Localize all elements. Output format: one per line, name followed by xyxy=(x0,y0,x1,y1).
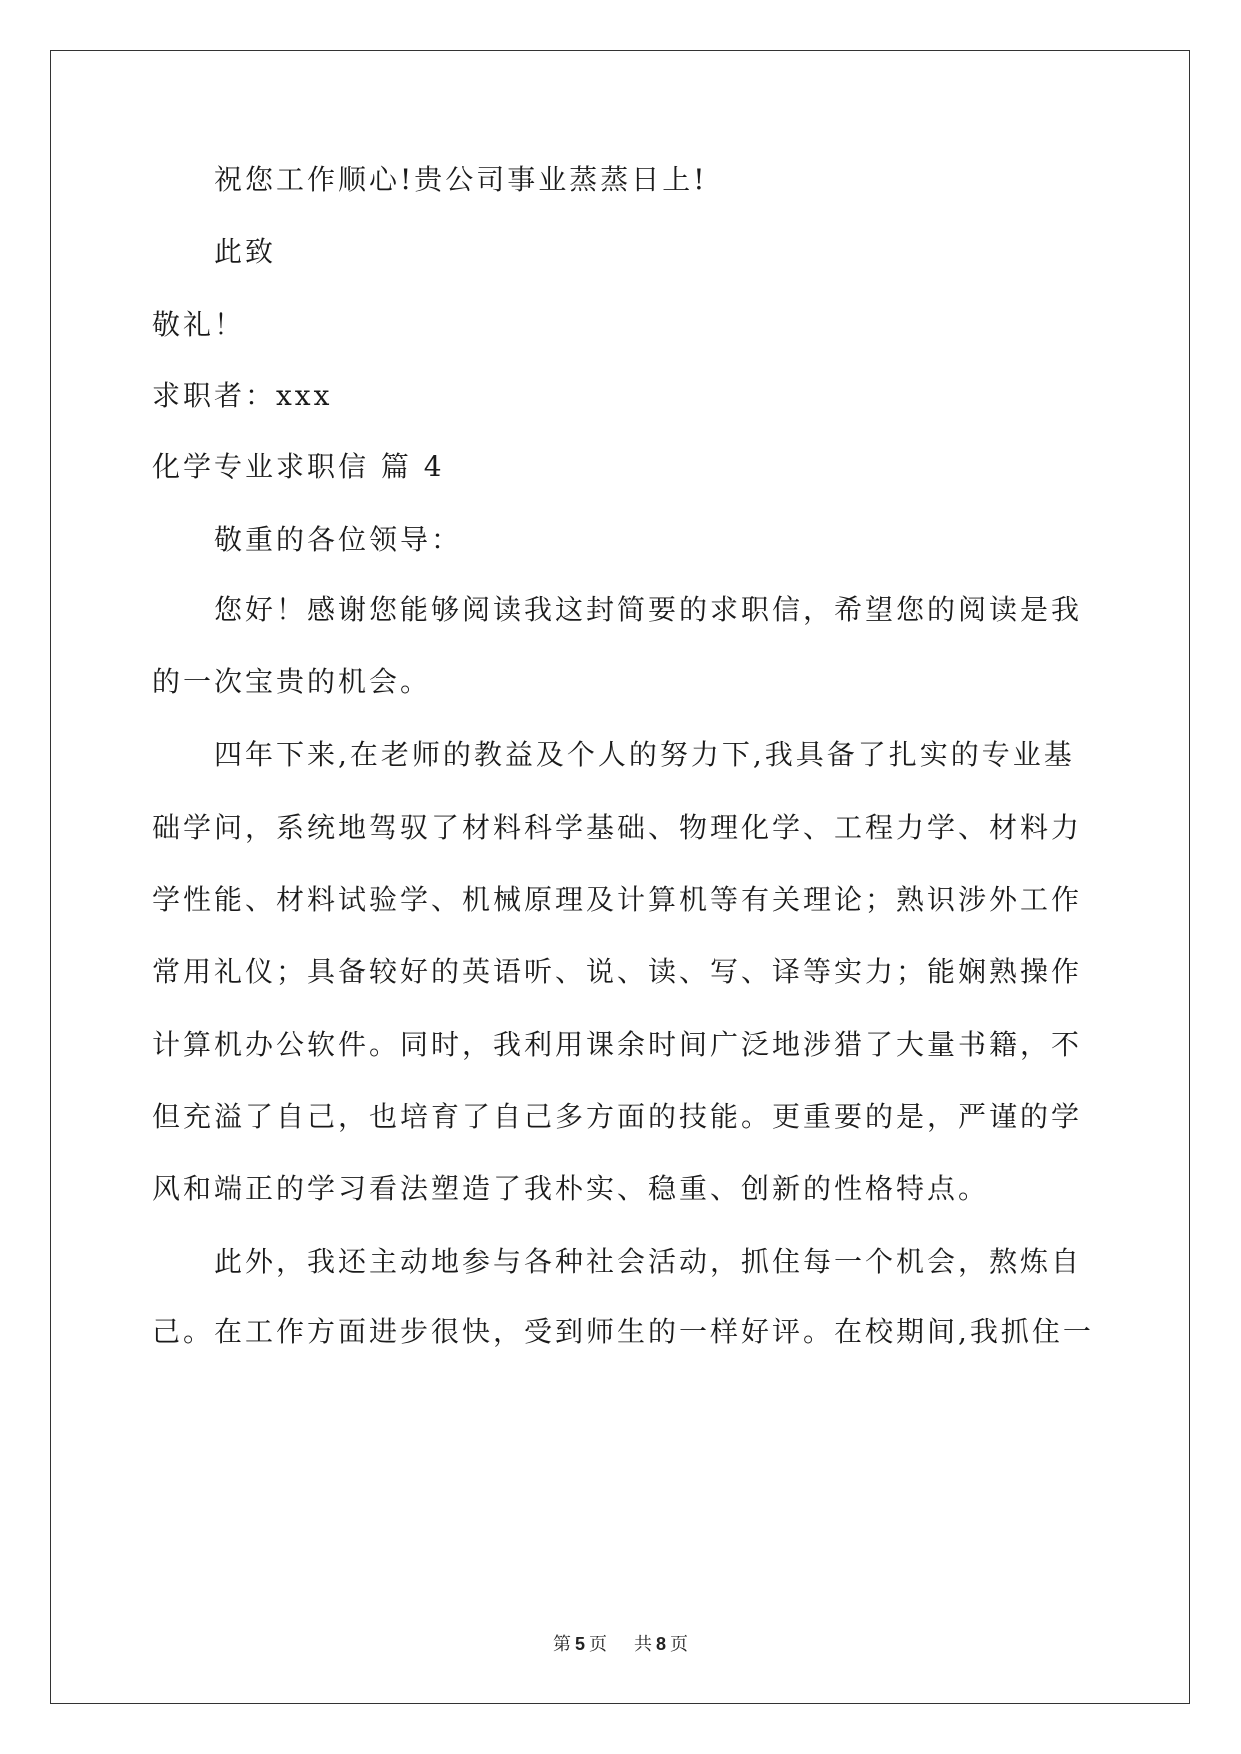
total-suffix: 页 xyxy=(669,1634,688,1655)
text-line: 化学专业求职信 篇 4 xyxy=(152,450,445,483)
page-border xyxy=(50,50,1190,1704)
text-line: 学性能、材料试验学、机械原理及计算机等有关理论；熟识涉外工作 xyxy=(152,883,1083,916)
text-line: 风和端正的学习看法塑造了我朴实、稳重、创新的性格特点。 xyxy=(152,1172,990,1205)
text-line: 敬礼！ xyxy=(152,308,246,341)
text-line: 计算机办公软件。同时，我利用课余时间广泛地涉猎了大量书籍，不 xyxy=(152,1028,1083,1061)
text-line: 您好！感谢您能够阅读我这封简要的求职信，希望您的阅读是我 xyxy=(214,593,1083,626)
text-line: 但充溢了自己，也培育了自己多方面的技能。更重要的是，严谨的学 xyxy=(152,1100,1083,1133)
text-line: 求职者：xxx xyxy=(152,379,333,412)
total-prefix: 共 xyxy=(633,1634,652,1655)
page-number: 5 xyxy=(575,1634,586,1654)
text-line: 的一次宝贵的机会。 xyxy=(152,665,432,698)
page-footer xyxy=(0,1630,1241,1656)
text-line: 敬重的各位领导： xyxy=(214,523,463,556)
text-line: 祝您工作顺心!贵公司事业蒸蒸日上! xyxy=(214,163,708,196)
text-line: 础学问，系统地驾驭了材料科学基础、物理化学、工程力学、材料力 xyxy=(152,811,1083,844)
page-suffix: 页 xyxy=(589,1634,608,1655)
text-line: 四年下来,在老师的教益及个人的努力下,我具备了扎实的专业基 xyxy=(214,738,1075,771)
text-line: 己。在工作方面进步很快，受到师生的一样好评。在校期间,我抓住一 xyxy=(152,1315,1094,1348)
total-number: 8 xyxy=(655,1634,666,1654)
text-line: 此致 xyxy=(214,235,277,268)
page-prefix: 第 xyxy=(553,1634,572,1655)
text-line: 常用礼仪；具备较好的英语听、说、读、写、译等实力；能娴熟操作 xyxy=(152,955,1083,988)
text-line: 此外，我还主动地参与各种社会活动，抓住每一个机会，熬炼自 xyxy=(214,1245,1083,1278)
